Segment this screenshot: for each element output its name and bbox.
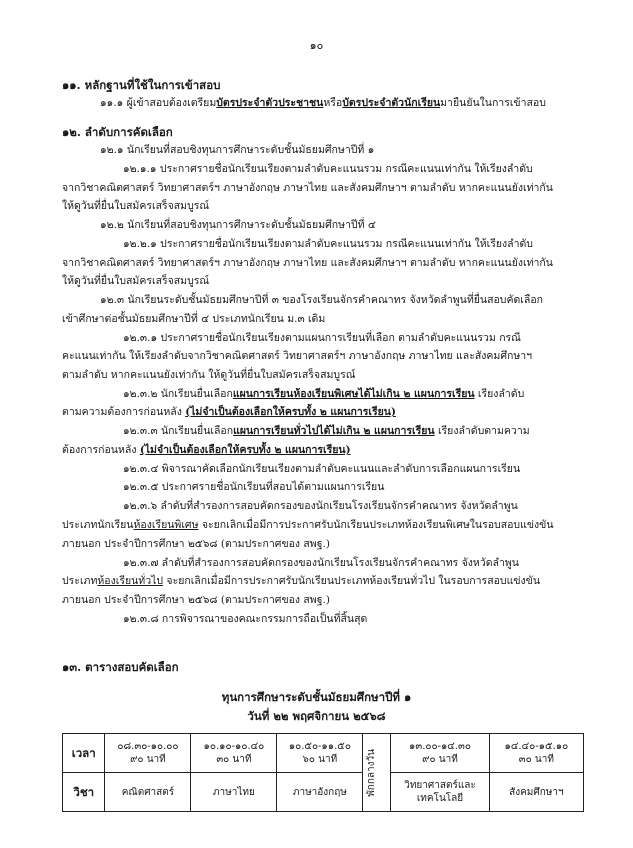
paragraph-line xyxy=(123,424,530,438)
duration: ๙๐ นาที xyxy=(130,754,166,765)
subject-cell: วิทยาศาสตร์และเทคโนโลยี xyxy=(391,773,489,812)
page-number: ๑๐ xyxy=(309,39,324,52)
paragraph-line xyxy=(62,574,540,588)
duration: ๙๐ นาที xyxy=(422,754,458,765)
paragraph-line xyxy=(62,518,554,532)
lunch-break-cell xyxy=(363,734,391,812)
text-span: ประเภทนักเรียน xyxy=(62,519,134,531)
text-span: ๑๒.๓.๒ นักเรียนยื่นเลือก xyxy=(123,388,233,400)
time-header-cell: เวลา xyxy=(63,734,105,773)
text-span: ๑๒.๓.๓ นักเรียนยื่นเลือก xyxy=(123,425,234,437)
subject-header-cell: วิชา xyxy=(63,773,105,812)
emphasis-text: (ไม่จำเป็นต้องเลือกให้ครบทั้ง ๒ แผนการเรียน) xyxy=(139,444,351,456)
paragraph-line: ๑๒.๓.๖ ลำดับที่สำรองการสอบคัดกรองของนักเรียนโรงเรียนจักรคำคณาทร จังหวัดลำพูน xyxy=(123,500,518,512)
text-span: จะยกเลิกเมื่อมีการประกาศรับนักเรียนประเภทห้องเรียนพิเศษในรอบสอบแข่งขัน xyxy=(198,519,554,531)
text-span: มายืนยันในการเข้าสอบ xyxy=(440,97,546,109)
paragraph-line: ตามลำดับ หากคะแนนยังเท่ากัน ให้ดูวันที่ยื่นใบสมัครเสร็จสมบูรณ์ xyxy=(62,369,356,381)
time-row xyxy=(63,734,584,773)
schedule-subtitle: ทุนการศึกษาระดับชั้นมัธยมศึกษาปีที่ ๑ xyxy=(221,690,412,704)
paragraph-line: ๑๒.๑.๑ ประกาศรายชื่อนักเรียนเรียงตามลำดับคะแนนรวม กรณีคะแนนเท่ากัน ให้เรียงลำดับ xyxy=(123,163,533,175)
time-cell xyxy=(277,734,363,773)
duration: ๓๐ นาที xyxy=(216,754,252,765)
paragraph-line: ๑๒.๓ นักเรียนระดับชั้นมัธยมศึกษาปีที่ ๓ ของโรงเรียนจักรคำคณาทร จังหวัดลำพูนที่ยื่นสอบคัดเลือก xyxy=(100,294,543,306)
time-cell xyxy=(391,734,489,773)
paragraph-line: ๑๒.๒ นักเรียนที่สอบชิงทุนการศึกษาระดับชั้นมัธยมศึกษาปีที่ ๔ xyxy=(100,219,376,231)
emphasis-text: แผนการเรียนห้องเรียนพิเศษได้ไม่เกิน ๒ แผนการเรียน xyxy=(232,388,475,400)
paragraph-line: ๑๒.๓.๑ ประกาศรายชื่อนักเรียนเรียงตามแผนการเรียนที่เลือก ตามลำดับคะแนนรวม กรณี xyxy=(123,332,521,344)
paragraph-line: ๑๒.๓.๗ ลำดับที่สำรองการสอบคัดกรองของนักเรียนโรงเรียนจักรคำคณาทร จังหวัดลำพูน xyxy=(123,557,519,569)
id-card-term: บัตรประจำตัวประชาชน xyxy=(216,97,324,109)
lunch-break-label: พักกลางวัน xyxy=(366,748,378,797)
paragraph-line: ให้ดูวันที่ยื่นใบสมัครเสร็จสมบูรณ์ xyxy=(62,275,210,287)
emphasis-text: (ไม่จำเป็นต้องเลือกให้ครบทั้ง ๒ แผนการเรียน) xyxy=(185,406,396,418)
time-range: ๑๐.๕๐-๑๑.๕๐ xyxy=(288,741,351,752)
section-13-heading: ๑๓. ตารางสอบคัดเลือก xyxy=(62,660,179,674)
paragraph-line: จากวิชาคณิตศาสตร์ วิทยาศาสตร์ฯ ภาษาอังกฤษ ภาษาไทย และสังคมศึกษาฯ ตามลำดับ หากคะแนนยังเท่ากัน xyxy=(62,182,553,194)
paragraph-line: ภายนอก ประจำปีการศึกษา ๒๕๖๘ (ตามประกาศของ สพฐ.) xyxy=(62,538,330,550)
section-11-item xyxy=(100,96,546,110)
paragraph-line: ให้ดูวันที่ยื่นใบสมัครเสร็จสมบูรณ์ xyxy=(62,200,210,212)
section-11-heading: ๑๑. หลักฐานที่ใช้ในการเข้าสอบ xyxy=(62,78,221,92)
subject-cell: สังคมศึกษาฯ xyxy=(489,773,583,812)
text-span: ตามความต้องการก่อนหลัง xyxy=(62,406,186,418)
paragraph-line xyxy=(62,443,351,457)
schedule-date: วันที่ ๒๒ พฤศจิกายน ๒๕๖๘ xyxy=(247,709,386,723)
text-span: หรือ xyxy=(323,97,343,109)
text-span: จะยกเลิกเมื่อมีการประกาศรับนักเรียนประเภทห้องเรียนทั่วไป ในรอบการสอบแข่งขัน xyxy=(163,575,540,587)
text-span: ๑๑.๑ ผู้เข้าสอบต้องเตรียม xyxy=(100,97,217,109)
text-span: ประเภท xyxy=(62,575,98,587)
subject-cell: ภาษาไทย xyxy=(191,773,277,812)
paragraph-line xyxy=(123,387,524,401)
paragraph-line: ภายนอก ประจำปีการศึกษา ๒๕๖๘ (ตามประกาศของ สพฐ.) xyxy=(62,594,330,606)
emphasis-text: ห้องเรียนทั่วไป xyxy=(97,575,164,587)
paragraph-line: จากวิชาคณิตศาสตร์ วิทยาศาสตร์ฯ ภาษาอังกฤษ ภาษาไทย และสังคมศึกษาฯ ตามลำดับ หากคะแนนยังเท่ากัน xyxy=(62,257,553,269)
paragraph-line: ๑๒.๓.๘ การพิจารณาของคณะกรรมการถือเป็นที่สิ้นสุด xyxy=(123,613,368,625)
text-span: เรียงลำดับ xyxy=(474,388,525,400)
subject-cell: ภาษาอังกฤษ xyxy=(277,773,363,812)
paragraph-line xyxy=(62,405,396,419)
paragraph-line: คะแนนเท่ากัน ให้เรียงลำดับจากวิชาคณิตศาสตร์ วิทยาศาสตร์ฯ ภาษาอังกฤษ ภาษาไทย และสังคมศึกษาฯ xyxy=(62,350,533,362)
paragraph-line: ๑๒.๓.๕ ประกาศรายชื่อนักเรียนที่สอบได้ตามแผนการเรียน xyxy=(123,481,385,493)
duration: ๖๐ นาที xyxy=(302,754,338,765)
subject-row xyxy=(63,773,584,812)
time-cell xyxy=(489,734,583,773)
time-range: ๑๔.๔๐-๑๕.๑๐ xyxy=(504,741,569,752)
student-card-term: บัตรประจำตัวนักเรียน xyxy=(342,97,441,109)
time-range: ๑๓.๐๐-๑๔.๓๐ xyxy=(409,741,471,752)
emphasis-text: แผนการเรียนทั่วไปได้ไม่เกิน ๒ แผนการเรียน xyxy=(233,425,435,437)
duration: ๓๐ นาที xyxy=(518,754,554,765)
paragraph-line: ๑๒.๒.๑ ประกาศรายชื่อนักเรียนเรียงตามลำดับคะแนนรวม กรณีคะแนนเท่ากัน ให้เรียงลำดับ xyxy=(123,238,533,250)
text-span: เรียงลำดับตามความ xyxy=(434,425,530,437)
section-12-heading: ๑๒. ลำดับการคัดเลือก xyxy=(62,125,173,139)
time-range: ๑๐.๑๐-๑๐.๔๐ xyxy=(203,741,265,752)
paragraph-line: ๑๒.๓.๔ พิจารณาคัดเลือกนักเรียนเรียงตามลำดับคะแนนและลำดับการเลือกแผนการเรียน xyxy=(123,463,521,475)
emphasis-text: ห้องเรียนพิเศษ xyxy=(133,519,199,531)
paragraph-line: ๑๒.๑ นักเรียนที่สอบชิงทุนการศึกษาระดับชั้นมัธยมศึกษาปีที่ ๑ xyxy=(100,144,375,156)
paragraph-line: เข้าศึกษาต่อชั้นมัธยมศึกษาปีที่ ๔ ประเภทนักเรียน ม.๓ เดิม xyxy=(62,313,326,325)
subject-cell: คณิตศาสตร์ xyxy=(105,773,191,812)
time-range: ๐๘.๓๐-๑๐.๐๐ xyxy=(117,741,179,752)
text-span: ต้องการก่อนหลัง xyxy=(62,444,140,456)
time-cell xyxy=(105,734,191,773)
time-cell xyxy=(191,734,277,773)
exam-schedule-table xyxy=(62,733,584,812)
